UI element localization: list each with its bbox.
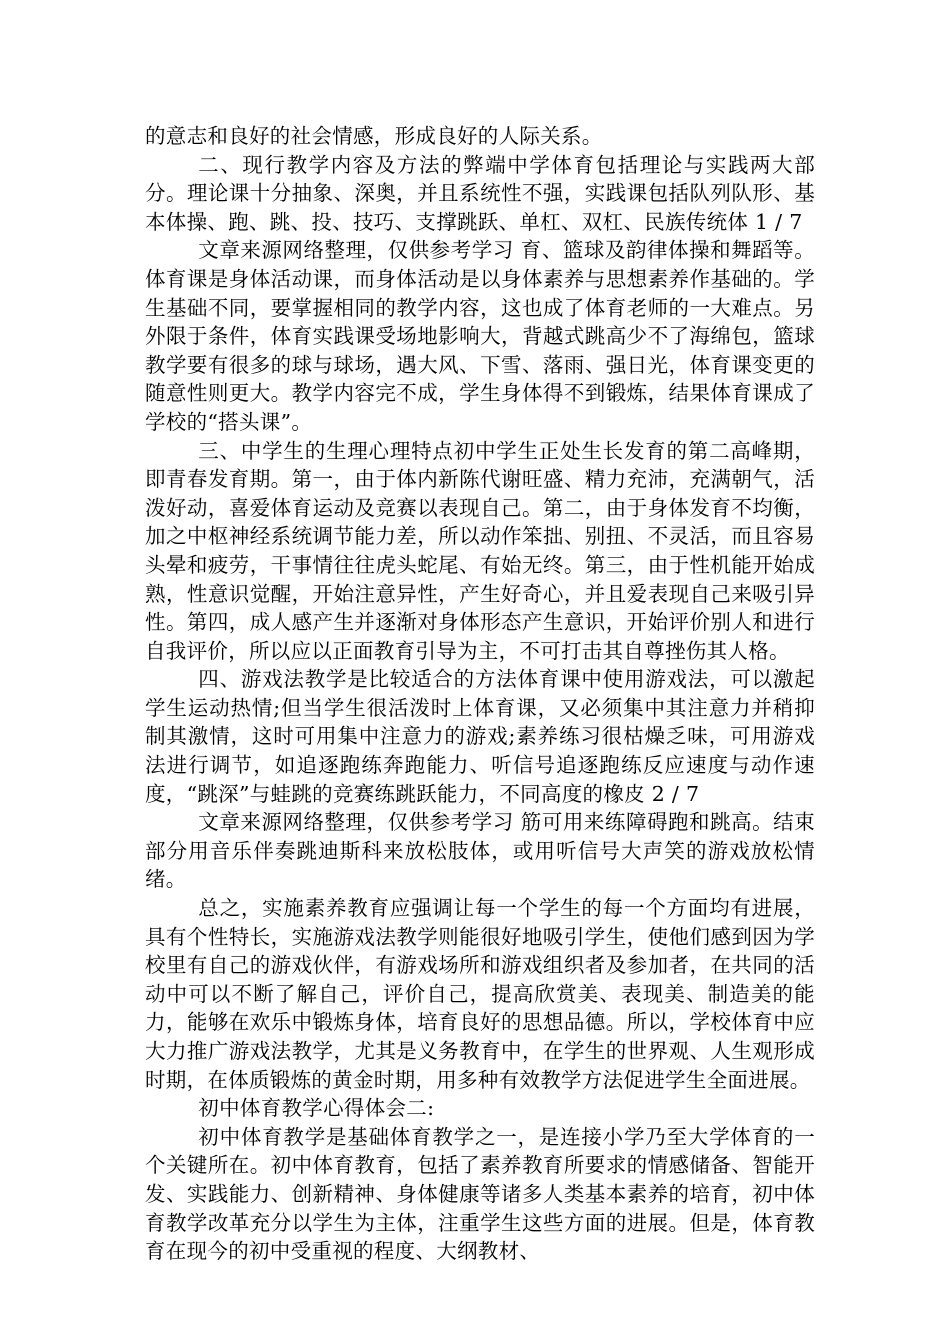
paragraph-section-two-continued: 文章来源网络整理，仅供参考学习 育、篮球及韵律体操和舞蹈等。体育课是身体活动课，而身体活动是以身体素养与思想素养作基础的。学生基础不同，要掌握相同的教学内容，这也成了体育老师的一大难点。另外限于条件，体育实践课受场地影响大，背越式跳高少不了海绵包，篮球教学要有很多的球与球场，遇大风、下雪、落雨、强日光，体育课变更的随意性则更大。教学内容完不成，学生身体得不到锻炼，结果体育课成了学校的“搭头课”。 [145, 238, 815, 434]
paragraph-section-four-continued: 文章来源网络整理，仅供参考学习 筋可用来练障碍跑和跳高。结束部分用音乐伴奏跳迪斯科来放松肢体，或用听信号大声笑的游戏放松情绪。 [145, 810, 815, 892]
paragraph-heading-part-two: 初中体育教学心得体会二: [198, 1096, 435, 1121]
document-body [145, 122, 815, 1266]
paragraph-conclusion: 总之，实施素养教育应强调让每一个学生的每一个方面均有进展，具有个性特长，实施游戏法教学则能很好地吸引学生，使他们感到因为学校里有自己的游戏伙伴，有游戏场所和游戏组织者及参加者，在共同的活动中可以不断了解自己，评价自己，提高欣赏美、表现美、制造美的能力，能够在欢乐中锻炼身体，培育良好的思想品德。所以，学校体育中应大力推广游戏法教学，尤其是义务教育中，在学生的世界观、人生观形成时期，在体质锻炼的黄金时期，用多种有效教学方法促进学生全面进展。 [145, 896, 815, 1092]
paragraph-section-four: 四、游戏法教学是比较适合的方法体育课中使用游戏法，可以激起学生运动热情;但当学生很活泼时上体育课，又必须集中其注意力并稍抑制其激情，这时可用集中注意力的游戏;素养练习很枯燥乏味，可用游戏法进行调节，如追逐跑练奔跑能力、听信号追逐跑练反应速度与动作速度，“跳深”与蛙跳的竞赛练跳跃能力，不同高度的橡皮 2 / 7 [145, 667, 815, 806]
paragraph-continuation: 的意志和良好的社会情感，形成良好的人际关系。 [145, 124, 603, 148]
paragraph-section-two: 二、现行教学内容及方法的弊端中学体育包括理论与实践两大部分。理论课十分抽象、深奥，并且系统性不强，实践课包括队列队形、基本体操、跑、跳、投、技巧、支撑跳跃、单杠、双杠、民族传统体 1 / 7 [145, 152, 815, 234]
paragraph-part-two-intro: 初中体育教学是基础体育教学之一，是连接小学乃至大学体育的一个关键所在。初中体育教育，包括了素养教育所要求的情感储备、智能开发、实践能力、创新精神、身体健康等诸多人类基本素养的培育，初中体育教学改革充分以学生为主体，注重学生这些方面的进展。但是，体育教育在现今的初中受重视的程度、大纲教材、 [145, 1124, 815, 1264]
paragraph-section-three: 三、中学生的生理心理特点初中学生正处生长发育的第二高峰期，即青春发育期。第一，由于体内新陈代谢旺盛、精力充沛，充满朝气，活泼好动，喜爱体育运动及竞赛以表现自己。第二，由于身体发育不均衡，加之中枢神经系统调节能力差，所以动作笨拙、别扭、不灵活，而且容易头晕和疲劳，干事情往往虎头蛇尾、有始无终。第三，由于性机能开始成熟，性意识觉醒，开始注意异性，产生好奇心，并且爱表现自己来吸引异性。第四，成人感产生并逐渐对身体形态产生意识，开始评价别人和进行自我评价，所以应以正面教育引导为主，不可打击其自尊挫伤其人格。 [145, 438, 815, 663]
